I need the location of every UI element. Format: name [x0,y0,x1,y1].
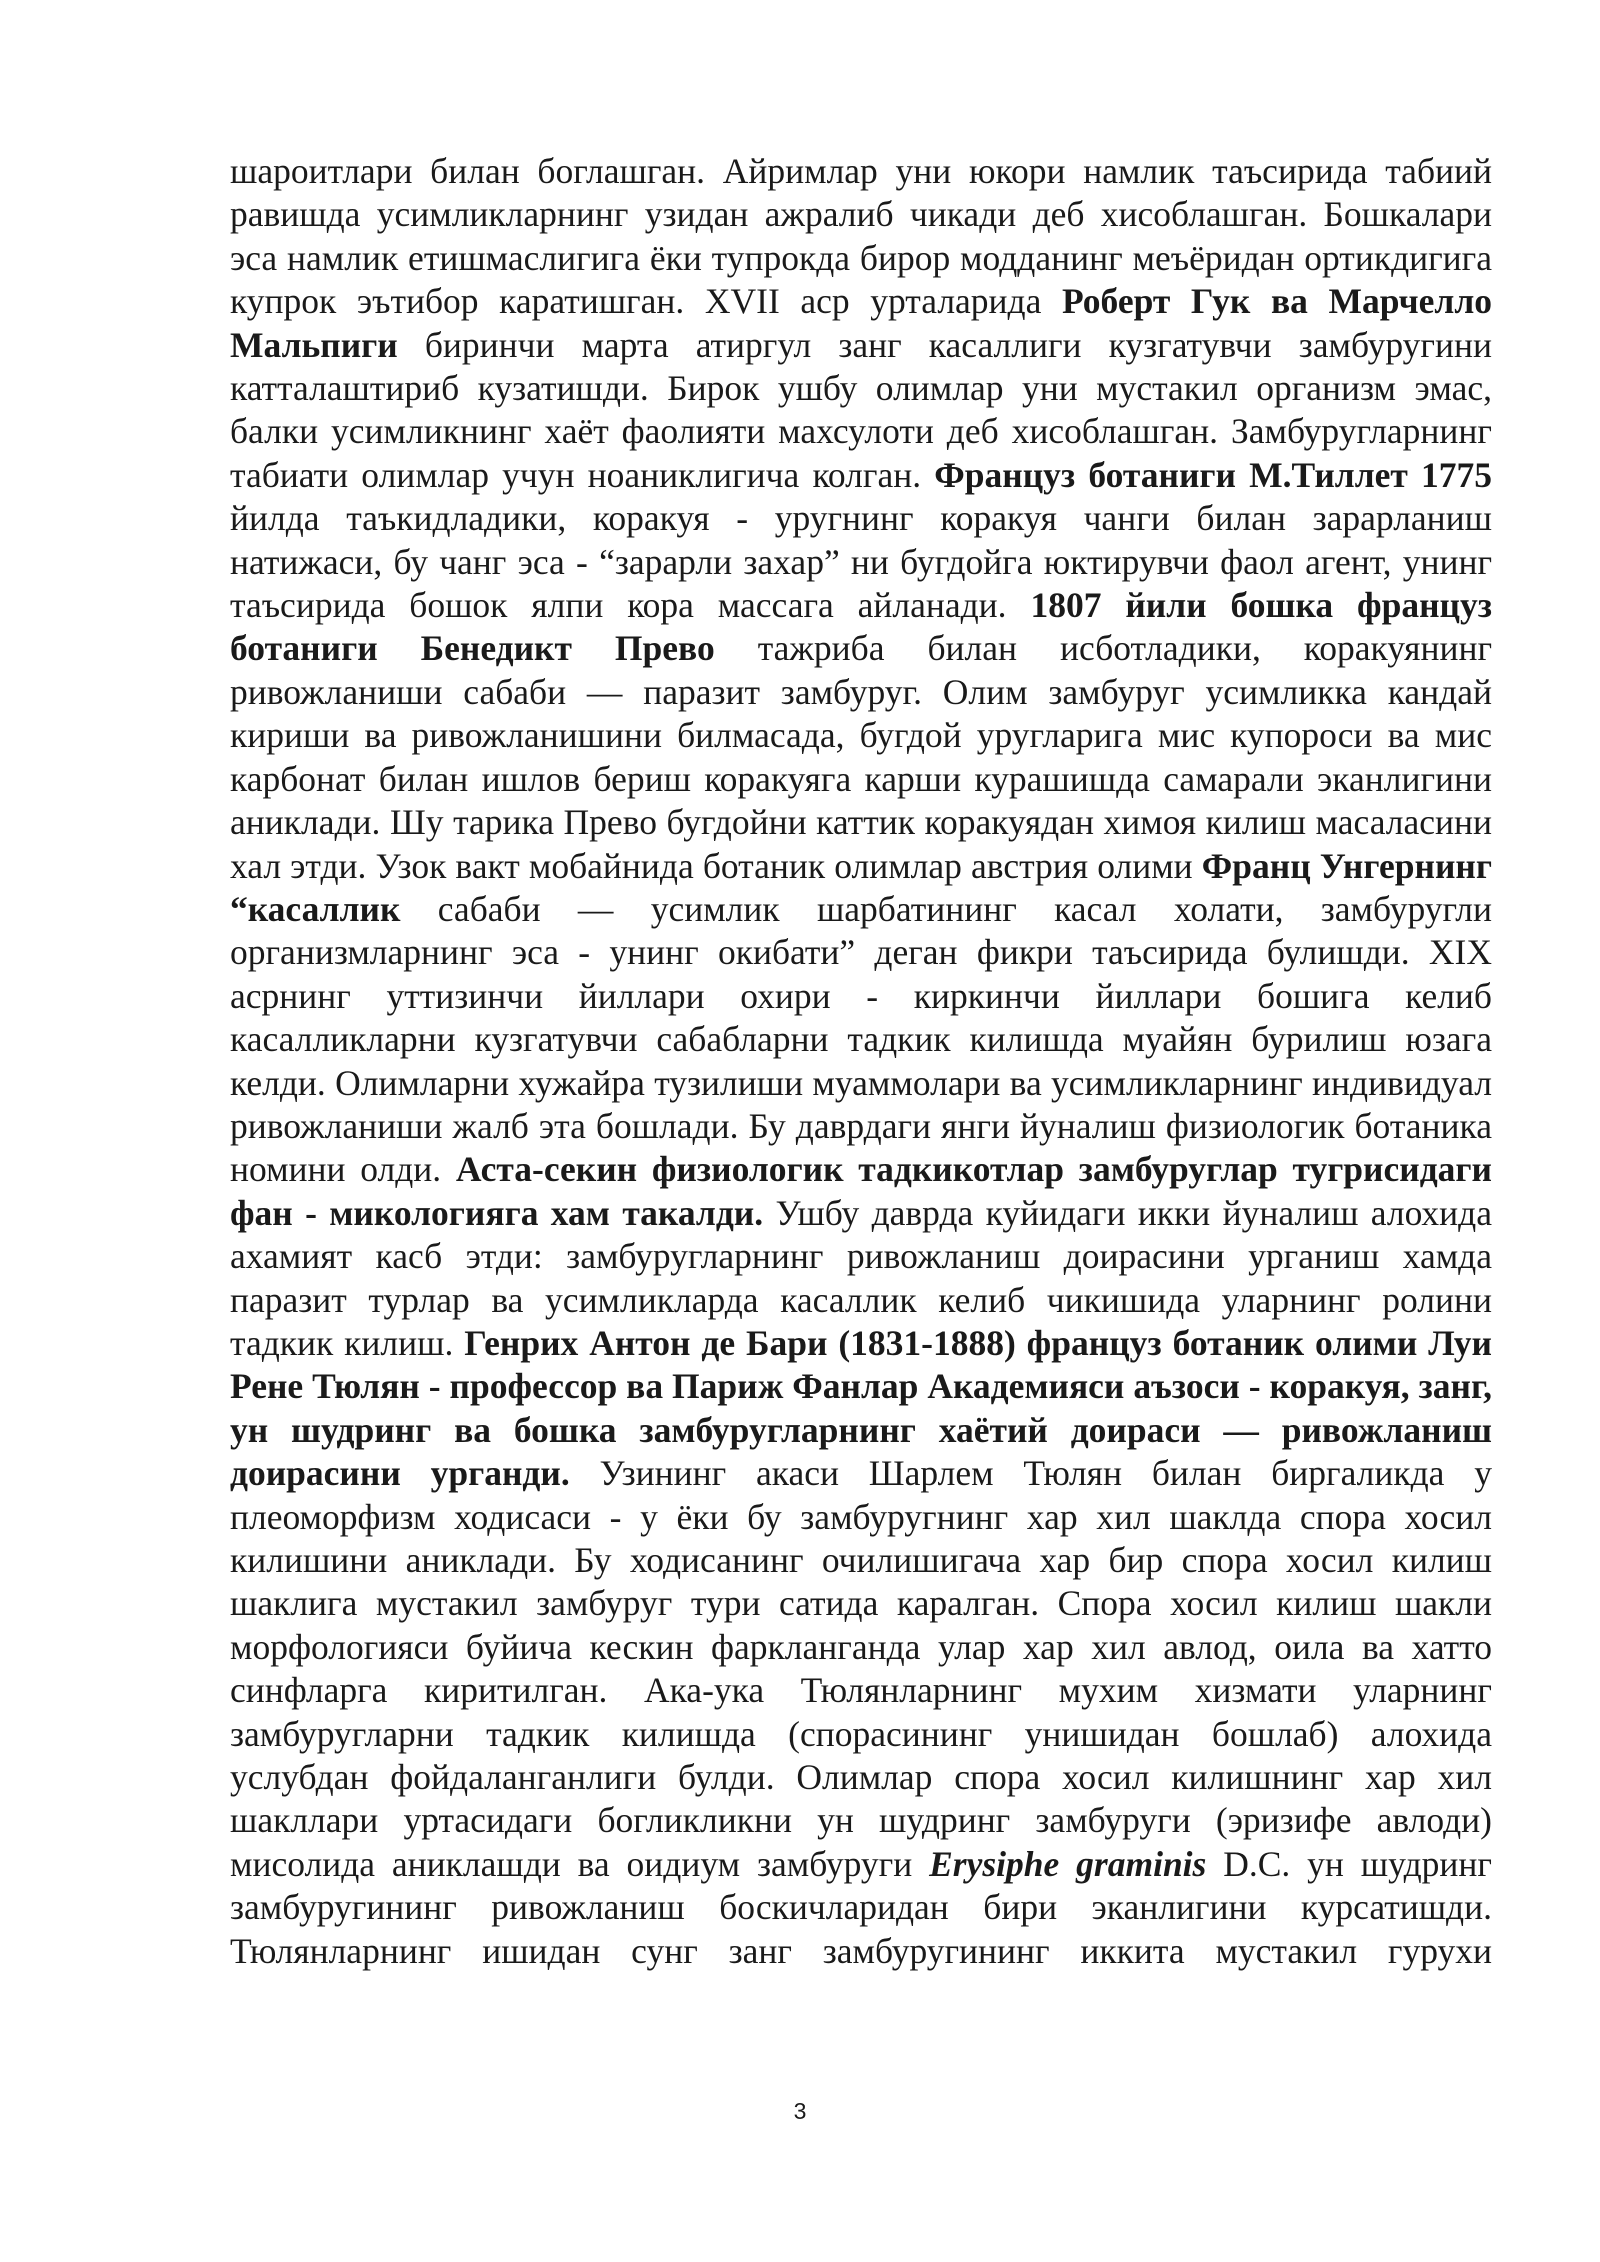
text-segment: тажриба билан исботладики, коракуянинг ривожланиши сабаби — паразит замбуруг. Олим замбуруг усимликка кандай кириши ва ривожланишини билмасада, бугдой уругларига мис купороси ва мис карбонат билан ишлов бериш коракуяга карши курашишда самарали эканлигини аниклади. Шу тарика Прево бугдойни каттик коракуядан химоя килиш масаласини хал этди. Узок вакт мобайнида ботаник олимлар австрия олими [230,628,1493,886]
text-segment-bold: Франц Унгернинг “касаллик [230,845,1492,929]
text-segment-bold: Роберт Гук ва Марчелло Мальпиги [230,281,1492,365]
text-segment-bold: Генрих Антон де Бари (1831-1888) француз ботаник олими Луи Рене Тюлян - профессор ва Париж Фанлар Академияси аъзоси - коракуя, занг, ун шудринг ва бошка замбуругларнинг хаётий доираси — ривожланиш доирасини урганди. [230,1322,1492,1494]
text-segment: Ушбу даврда куйидаги икки йуналиш алохида ахамият касб этди: замбуругларнинг ривожланиш доирасини урганиш хамда паразит турлар ва усимликларда касаллик келиб чикишида уларнинг ролини тадкик килиш. [230,1192,1492,1363]
body-paragraph [230,150,1492,1973]
text-segment: йилда таъкидладики, коракуя - уругнинг коракуя чанги билан зарарланиш натижаси, бу чанг эса - “зарарли захар” ни бугдойга юктирувчи фаол агент, унинг таъсирида бошок ялпи кора массага айланади. [230,498,1492,626]
text-segment-bold: 1807 йили бошка француз ботаниги Бенедикт Прево [230,585,1492,669]
text-segment: сабаби — усимлик шарбатининг касал холати, замбуругли организмларнинг эса - унинг окибати” деган фикри таъсирида булишди. XIX асрнинг уттизинчи йиллари охири - киркинчи йиллари бошига келиб касалликларни кузгатувчи сабабларни тадкик килишда муайян бурилиш юзага келди. Олимларни хужайра тузилиши муаммолари ва усимликларнинг индивидуал ривожланиши жалб эта бошлади. Бу даврдаги янги йуналиш физиологик ботаника номини олди. [230,888,1492,1190]
text-segment: биринчи марта атиргул занг касаллиги кузгатувчи замбуругини катталаштириб кузатишди. Бирок ушбу олимлар уни мустакил организм эмас, балки усимликнинг хаёт фаолияти махсулоти деб хисоблашган. Замбуругларнинг табиати олимлар учун ноаниклигича колган. [230,324,1492,495]
text-segment-bold-italic: Erysiphe graminis [929,1843,1207,1884]
text-segment-bold: Француз ботаниги М.Тиллет 1775 [934,454,1493,495]
text-segment-bold: Аста-секин физиологик тадкикотлар замбуруглар тугрисидаги фан - микологияга хам такалди. [230,1149,1493,1233]
text-segment: D.C. ун шудринг замбуругининг ривожланиш боскичларидан бири эканлигини курсатишди. Тюлянларнинг ишидан сунг занг замбуругининг иккита мустакил гурухи [230,1843,1492,1971]
text-segment: шароитлари билан боглашган. Айримлар уни юкори намлик таъсирида табиий равишда усимликларнинг узидан ажралиб чикади деб хисоблашган. Бошкалари эса намлик етишмаслигига ёки тупрокда бирор модданинг меъёридан ортикдигига купрок эътибор каратишган. XVII аср урталарида [230,151,1492,322]
page-number: 3 [793,2098,807,2124]
text-segment: Узининг акаси Шарлем Тюлян билан биргаликда у плеоморфизм ходисаси - у ёки бу замбуругнинг хар хил шаклда спора хосил килишини аниклади. Бу ходисанинг очилишигача хар бир спора хосил килиш шаклига мустакил замбуруг тури сатида каралган. Спора хосил килиш шакли морфологияси буйича кескин фаркланганда улар хар хил авлод, оила ва хатто синфларга киритилган. Ака-ука Тюлянларнинг мухим хизмати уларнинг замбуругларни тадкик килишда (спорасининг унишидан бошлаб) алохида услубдан фойдаланганлиги булди. Олимлар спора хосил килишнинг хар хил шакллари уртасидаги богликликни ун шудринг замбуруги (эризифе авлоди) мисолида аниклашди ва оидиум замбуруги [230,1453,1492,1884]
